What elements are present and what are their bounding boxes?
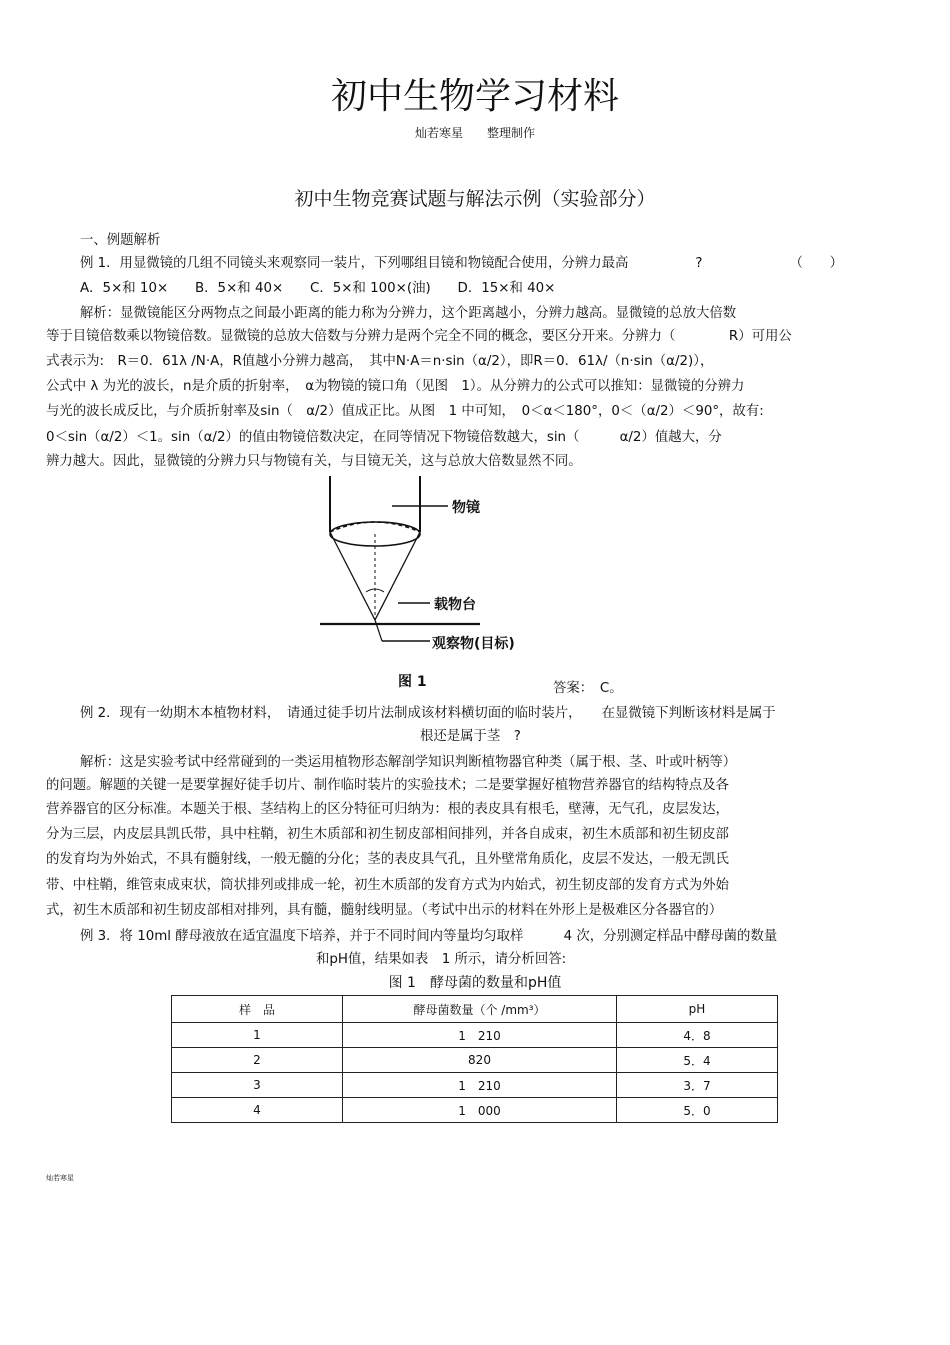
table-cell: 4 xyxy=(172,1098,343,1123)
document-heading: 初中生物竞赛试题与解法示例（实验部分） xyxy=(294,188,656,210)
table-header-row xyxy=(172,996,778,1023)
ex2-analysis-line: 解析：这是实验考试中经常碰到的一类运用植物形态解剖学知识判断植物器官种类（属于根、茎、叶或叶柄等） xyxy=(80,755,737,770)
table-row xyxy=(172,1098,778,1123)
figure-label-object: 观察物(目标) xyxy=(432,636,515,652)
page-subtitle: 灿若寒星 整理制作 xyxy=(414,126,535,140)
ex2-analysis-line: 式，初生木质部和初生韧皮部相对排列，具有髓，髓射线明显。（考试中出示的材料在外形上是极难区分各器官的） xyxy=(46,903,723,918)
figure-label-objective: 物镜 xyxy=(452,500,480,516)
table-row xyxy=(172,1048,778,1073)
ex1-options: A．5×和 10× B．5×和 40× C．5×和 100×(油) D．15×和 40× xyxy=(80,281,556,296)
table-row xyxy=(172,1023,778,1048)
table-cell: 2 xyxy=(172,1048,343,1073)
ex1-analysis-line: 0＜sin（α/2）＜1。sin（α/2）的值由物镜倍数决定，在同等情况下物镜倍数越大，sin（ α/2）值越大，分 xyxy=(46,430,722,445)
ex1-question: 例 1．用显微镜的几组不同镜头来观察同一装片，下列哪组目镜和物镜配合使用，分辨力最高 ? （ ） xyxy=(80,256,844,271)
yeast-table xyxy=(171,995,778,1123)
ex1-analysis-line: 解析：显微镜能区分两物点之间最小距离的能力称为分辨力，这个距离越小，分辨力越高。显微镜的总放大倍数 xyxy=(80,306,737,321)
objective-top-arc xyxy=(330,522,420,532)
page-title: 初中生物学习材料 xyxy=(330,76,619,117)
table-cell: 3．7 xyxy=(617,1073,778,1098)
section-heading: 一、例题解析 xyxy=(80,233,161,248)
ex2-question-line: 例 2．现有一幼期木本植物材料， 请通过徒手切片法制成该材料横切面的临时装片， 在显微镜下判断该材料是属于 xyxy=(80,706,776,721)
figure-label-stage: 载物台 xyxy=(434,597,476,613)
table-header-cell: 酵母菌数量（个 /mm³） xyxy=(343,996,617,1023)
figure-caption: 图 1 xyxy=(398,674,427,690)
table-header-cell: pH xyxy=(617,996,778,1023)
ex1-analysis-line: 公式中 λ 为光的波长，n是介质的折射率， α为物镜的镜口角（见图 1）。从分辨力的公式可以推知：显微镜的分辨力 xyxy=(46,379,745,394)
table-cell: 1 210 xyxy=(343,1023,617,1048)
ex3-question-line: 例 3．将 10ml 酵母液放在适宜温度下培养，并于不同时间内等量均匀取样 4 次，分别测定样品中酵母菌的数量 xyxy=(80,929,778,944)
ex2-analysis-line: 的发育均为外始式，不具有髓射线，一般无髓的分化；茎的表皮具气孔，且外壁常角质化，皮层不发达，一般无凯氏 xyxy=(46,852,729,867)
table-cell: 820 xyxy=(343,1048,617,1073)
ex1-analysis-line: 等于目镜倍数乘以物镜倍数。显微镜的总放大倍数与分辨力是两个完全不同的概念，要区分开来。分辨力（ R）可用公 xyxy=(46,329,792,344)
ex2-analysis-line: 营养器官的区分标准。本题关于根、茎结构上的区分特征可归纳为：根的表皮具有根毛，壁薄，无气孔，皮层发达， xyxy=(46,802,729,817)
table-cell: 1 210 xyxy=(343,1073,617,1098)
table-cell: 5．4 xyxy=(617,1048,778,1073)
table-cell: 4．8 xyxy=(617,1023,778,1048)
ex2-analysis-line: 分为三层，内皮层具凯氏带，具中柱鞘，初生木质部和初生韧皮部相间排列，并各自成束，初生木质部和初生韧皮部 xyxy=(46,827,729,842)
table-cell: 1 000 xyxy=(343,1098,617,1123)
table-cell: 5．0 xyxy=(617,1098,778,1123)
table-cell: 1 xyxy=(172,1023,343,1048)
ex2-analysis-line: 带、中柱鞘，维管束成束状，筒状排列或排成一轮，初生木质部的发育方式为内始式，初生韧皮部的发育方式为外始 xyxy=(46,878,729,893)
ex1-analysis-line: 与光的波长成反比，与介质折射率及sin（ α/2）值成正比。从图 1 中可知， 0＜α＜180°，0＜（α/2）＜90°，故有: xyxy=(46,404,764,419)
ex1-answer: 答案： C。 xyxy=(553,681,623,696)
table-header-cell: 样 品 xyxy=(172,996,343,1023)
ex2-question-line: 根还是属于茎 ? xyxy=(420,729,521,744)
ex3-question-line: 和pH值，结果如表 1 所示，请分析回答: xyxy=(316,952,567,967)
ex1-analysis-line: 辨力越大。因此，显微镜的分辨力只与物镜有关，与目镜无关，这与总放大倍数显然不同。 xyxy=(46,454,582,469)
figure-microscope-objective xyxy=(310,472,540,692)
ex1-analysis-line: 式表示为: R＝0．61λ /N·A，R值越小分辨力越高， 其中N·A＝n·sin（α/2），即R＝0．61λ/（n·sin（α/2)）， xyxy=(46,354,714,369)
ex2-analysis-line: 的问题。解题的关键一是要掌握好徒手切片、制作临时装片的实验技术；二是要掌握好植物营养器官的结构特点及各 xyxy=(46,778,729,793)
table-caption: 图 1 酵母菌的数量和pH值 xyxy=(388,975,562,991)
table-cell: 3 xyxy=(172,1073,343,1098)
table-row xyxy=(172,1073,778,1098)
page-footer: 灿若寒星 xyxy=(46,1174,74,1182)
